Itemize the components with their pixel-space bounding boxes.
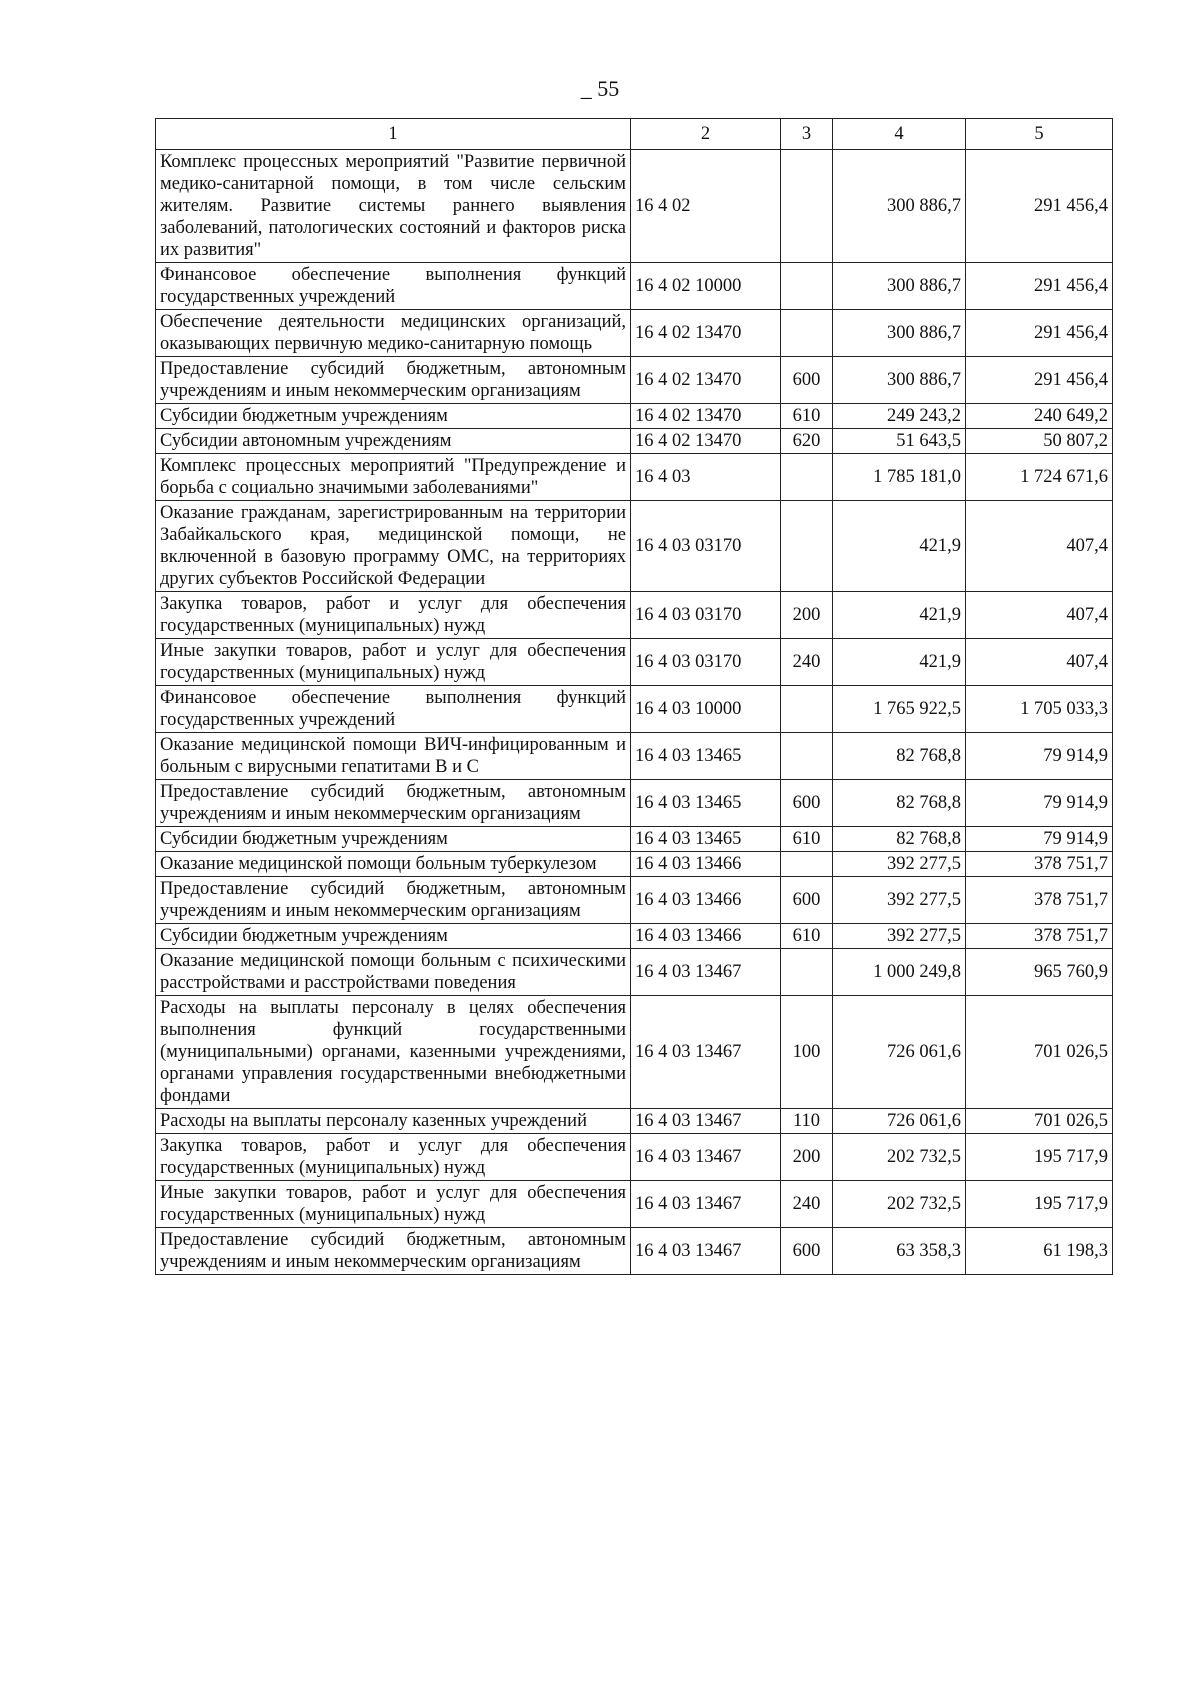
row-amount-col5: 965 760,9	[966, 949, 1113, 996]
row-amount-col5: 79 914,9	[966, 780, 1113, 827]
table-row	[156, 780, 1113, 827]
table-row	[156, 1134, 1113, 1181]
table-row	[156, 357, 1113, 404]
row-code: 16 4 03 13465	[631, 780, 781, 827]
row-code: 16 4 03	[631, 454, 781, 501]
table-row	[156, 592, 1113, 639]
row-expense-type: 240	[781, 639, 833, 686]
row-amount-col4: 726 061,6	[833, 996, 966, 1109]
row-name: Обеспечение деятельности медицинских организаций, оказывающих первичную медико-санитарную помощь	[156, 310, 631, 357]
row-amount-col5: 378 751,7	[966, 924, 1113, 949]
row-name: Предоставление субсидий бюджетным, автономным учреждениям и иным некоммерческим организациям	[156, 357, 631, 404]
row-name: Оказание медицинской помощи больным туберкулезом	[156, 852, 631, 877]
row-amount-col5: 378 751,7	[966, 877, 1113, 924]
table-row	[156, 996, 1113, 1109]
row-name: Предоставление субсидий бюджетным, автономным учреждениям и иным некоммерческим организациям	[156, 1228, 631, 1275]
column-header-3: 3	[781, 119, 833, 150]
row-expense-type	[781, 949, 833, 996]
row-amount-col5: 1 724 671,6	[966, 454, 1113, 501]
row-code: 16 4 03 03170	[631, 592, 781, 639]
row-expense-type	[781, 501, 833, 592]
row-amount-col5: 195 717,9	[966, 1181, 1113, 1228]
row-expense-type	[781, 733, 833, 780]
row-amount-col5: 291 456,4	[966, 357, 1113, 404]
row-amount-col4: 421,9	[833, 592, 966, 639]
row-amount-col5: 195 717,9	[966, 1134, 1113, 1181]
row-amount-col5: 1 705 033,3	[966, 686, 1113, 733]
row-code: 16 4 02 13470	[631, 404, 781, 429]
row-amount-col5: 407,4	[966, 639, 1113, 686]
row-amount-col4: 726 061,6	[833, 1109, 966, 1134]
row-expense-type	[781, 150, 833, 263]
row-name: Иные закупки товаров, работ и услуг для обеспечения государственных (муниципальных) нужд	[156, 639, 631, 686]
row-name: Комплекс процессных мероприятий "Развитие первичной медико-санитарной помощи, в том числе сельским жителям. Развитие системы раннего выявления заболеваний, патологических состояний и факторов риска их развития"	[156, 150, 631, 263]
row-amount-col4: 51 643,5	[833, 429, 966, 454]
row-amount-col5: 50 807,2	[966, 429, 1113, 454]
row-code: 16 4 03 13466	[631, 877, 781, 924]
row-amount-col4: 63 358,3	[833, 1228, 966, 1275]
table-row	[156, 827, 1113, 852]
row-code: 16 4 02 13470	[631, 429, 781, 454]
table-row	[156, 1181, 1113, 1228]
row-code: 16 4 03 13467	[631, 1109, 781, 1134]
row-name: Иные закупки товаров, работ и услуг для обеспечения государственных (муниципальных) нужд	[156, 1181, 631, 1228]
row-expense-type	[781, 686, 833, 733]
row-amount-col4: 300 886,7	[833, 310, 966, 357]
row-expense-type: 600	[781, 877, 833, 924]
row-code: 16 4 03 13467	[631, 996, 781, 1109]
row-expense-type: 600	[781, 357, 833, 404]
row-expense-type: 200	[781, 1134, 833, 1181]
row-name: Закупка товаров, работ и услуг для обеспечения государственных (муниципальных) нужд	[156, 1134, 631, 1181]
row-name: Оказание медицинской помощи больным с психическими расстройствами и расстройствами поведения	[156, 949, 631, 996]
row-amount-col5: 407,4	[966, 501, 1113, 592]
row-expense-type: 600	[781, 780, 833, 827]
row-code: 16 4 02 10000	[631, 263, 781, 310]
row-amount-col4: 421,9	[833, 501, 966, 592]
row-amount-col4: 392 277,5	[833, 852, 966, 877]
row-amount-col4: 1 000 249,8	[833, 949, 966, 996]
table-row	[156, 263, 1113, 310]
row-amount-col5: 701 026,5	[966, 1109, 1113, 1134]
table-row	[156, 150, 1113, 263]
row-name: Предоставление субсидий бюджетным, автономным учреждениям и иным некоммерческим организациям	[156, 877, 631, 924]
page-number: _ 55	[580, 76, 620, 101]
row-expense-type: 200	[781, 592, 833, 639]
row-expense-type: 110	[781, 1109, 833, 1134]
row-expense-type: 100	[781, 996, 833, 1109]
row-name: Расходы на выплаты персоналу казенных учреждений	[156, 1109, 631, 1134]
row-name: Финансовое обеспечение выполнения функций государственных учреждений	[156, 686, 631, 733]
row-code: 16 4 03 13467	[631, 949, 781, 996]
row-name: Субсидии бюджетным учреждениям	[156, 404, 631, 429]
row-amount-col5: 701 026,5	[966, 996, 1113, 1109]
row-amount-col5: 291 456,4	[966, 310, 1113, 357]
row-amount-col5: 61 198,3	[966, 1228, 1113, 1275]
row-code: 16 4 02	[631, 150, 781, 263]
row-expense-type: 610	[781, 404, 833, 429]
row-code: 16 4 03 13466	[631, 924, 781, 949]
row-amount-col4: 300 886,7	[833, 357, 966, 404]
row-amount-col4: 202 732,5	[833, 1181, 966, 1228]
column-header-1: 1	[156, 119, 631, 150]
row-code: 16 4 03 13465	[631, 827, 781, 852]
row-amount-col5: 79 914,9	[966, 827, 1113, 852]
table-row	[156, 404, 1113, 429]
row-expense-type	[781, 454, 833, 501]
row-name: Закупка товаров, работ и услуг для обеспечения государственных (муниципальных) нужд	[156, 592, 631, 639]
row-amount-col4: 300 886,7	[833, 150, 966, 263]
table-row	[156, 1228, 1113, 1275]
table-row	[156, 454, 1113, 501]
row-amount-col4: 82 768,8	[833, 780, 966, 827]
header-row	[156, 119, 1113, 150]
row-amount-col5: 407,4	[966, 592, 1113, 639]
row-expense-type: 240	[781, 1181, 833, 1228]
row-name: Расходы на выплаты персоналу в целях обеспечения выполнения функций государственными (муниципальными) органами, казенными учреждениями, органами управления государственными внебюджетными фондами	[156, 996, 631, 1109]
row-expense-type: 600	[781, 1228, 833, 1275]
row-name: Финансовое обеспечение выполнения функций государственных учреждений	[156, 263, 631, 310]
row-code: 16 4 03 13465	[631, 733, 781, 780]
row-amount-col4: 392 277,5	[833, 924, 966, 949]
row-code: 16 4 02 13470	[631, 357, 781, 404]
row-code: 16 4 03 03170	[631, 501, 781, 592]
row-code: 16 4 02 13470	[631, 310, 781, 357]
row-amount-col5: 378 751,7	[966, 852, 1113, 877]
table-row	[156, 733, 1113, 780]
row-amount-col4: 82 768,8	[833, 827, 966, 852]
column-header-5: 5	[966, 119, 1113, 150]
row-name: Комплекс процессных мероприятий "Предупреждение и борьба с социально значимыми заболеваниями"	[156, 454, 631, 501]
table-row	[156, 1109, 1113, 1134]
row-expense-type	[781, 310, 833, 357]
row-amount-col4: 82 768,8	[833, 733, 966, 780]
row-amount-col4: 249 243,2	[833, 404, 966, 429]
table-row	[156, 501, 1113, 592]
row-name: Субсидии автономным учреждениям	[156, 429, 631, 454]
row-amount-col4: 1 785 181,0	[833, 454, 966, 501]
column-header-2: 2	[631, 119, 781, 150]
table-row	[156, 639, 1113, 686]
row-name: Оказание гражданам, зарегистрированным на территории Забайкальского края, медицинской помощи, не включенной в базовую программу ОМС, на территориях других субъектов Российской Федерации	[156, 501, 631, 592]
row-name: Оказание медицинской помощи ВИЧ-инфицированным и больным с вирусными гепатитами В и С	[156, 733, 631, 780]
row-expense-type	[781, 263, 833, 310]
row-code: 16 4 03 13467	[631, 1181, 781, 1228]
table-row	[156, 924, 1113, 949]
row-amount-col4: 421,9	[833, 639, 966, 686]
table-row	[156, 429, 1113, 454]
row-code: 16 4 03 13467	[631, 1228, 781, 1275]
table-row	[156, 852, 1113, 877]
row-expense-type: 610	[781, 924, 833, 949]
row-amount-col4: 1 765 922,5	[833, 686, 966, 733]
budget-table	[155, 118, 1113, 1275]
table-row	[156, 877, 1113, 924]
row-code: 16 4 03 03170	[631, 639, 781, 686]
row-amount-col4: 392 277,5	[833, 877, 966, 924]
row-expense-type: 610	[781, 827, 833, 852]
row-expense-type	[781, 852, 833, 877]
table-body	[156, 150, 1113, 1275]
row-amount-col5: 291 456,4	[966, 263, 1113, 310]
row-name: Предоставление субсидий бюджетным, автономным учреждениям и иным некоммерческим организациям	[156, 780, 631, 827]
row-amount-col5: 291 456,4	[966, 150, 1113, 263]
row-code: 16 4 03 10000	[631, 686, 781, 733]
row-code: 16 4 03 13467	[631, 1134, 781, 1181]
table-row	[156, 949, 1113, 996]
row-amount-col4: 300 886,7	[833, 263, 966, 310]
table-row	[156, 310, 1113, 357]
table-row	[156, 686, 1113, 733]
row-amount-col5: 79 914,9	[966, 733, 1113, 780]
row-expense-type: 620	[781, 429, 833, 454]
row-name: Субсидии бюджетным учреждениям	[156, 924, 631, 949]
column-header-4: 4	[833, 119, 966, 150]
row-amount-col4: 202 732,5	[833, 1134, 966, 1181]
row-code: 16 4 03 13466	[631, 852, 781, 877]
row-amount-col5: 240 649,2	[966, 404, 1113, 429]
row-name: Субсидии бюджетным учреждениям	[156, 827, 631, 852]
